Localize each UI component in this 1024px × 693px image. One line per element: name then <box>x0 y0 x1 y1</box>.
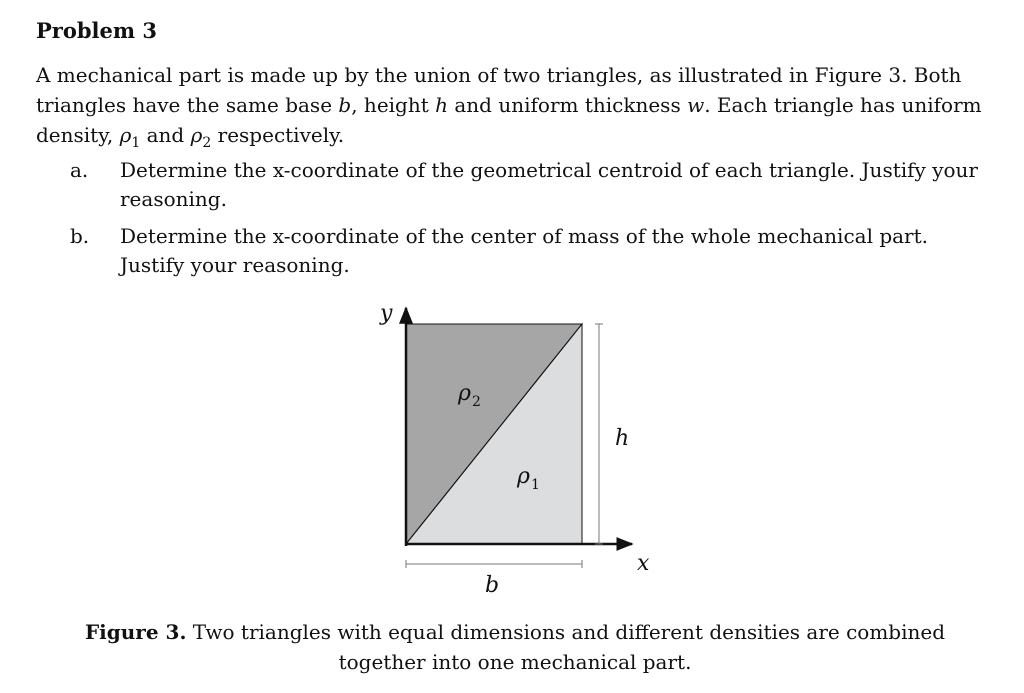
rho2-label: ρ <box>458 381 471 406</box>
question-b-marker: b. <box>70 224 90 248</box>
question-a-text: Determine the x-coordinate of the geometrical centroid of each triangle. Justify your reasoning. <box>120 158 978 211</box>
question-b-text: Determine the x-coordinate of the center of mass of the whole mechanical part. Justify your reasoning. <box>120 224 928 277</box>
var-h: h <box>435 93 449 117</box>
rho2-label-sub: 2 <box>472 394 481 410</box>
problem-intro: A mechanical part is made up by the union of two triangles, as illustrated in Figure 3. Both triangles have the same base b, height h and uniform thickness w. Each triangle has uniform density, $\rho_1$ and $\rho_2$ respectively. <box>36 63 982 151</box>
problem-heading: Problem 3 <box>36 18 158 43</box>
var-w: w <box>687 93 705 117</box>
question-a-marker: a. <box>70 158 89 182</box>
h-dimension-label: h <box>615 426 630 451</box>
rho1-label: ρ <box>517 464 530 489</box>
b-dimension-label: b <box>485 573 500 598</box>
figure-caption-label: Figure 3. <box>84 620 187 644</box>
rho2-symbol: ρ <box>190 123 203 147</box>
figure-caption <box>40 617 990 677</box>
y-axis-label: y <box>380 301 393 326</box>
figure-caption-text: Two triangles with equal dimensions and different densities are combined together into one mechanical part. <box>186 620 946 674</box>
rho1-symbol: ρ <box>119 123 132 147</box>
figure-3-diagram <box>360 300 680 600</box>
x-axis-label: x <box>637 551 650 576</box>
var-b: b <box>338 93 352 117</box>
rho1-label-sub: 1 <box>531 477 540 493</box>
